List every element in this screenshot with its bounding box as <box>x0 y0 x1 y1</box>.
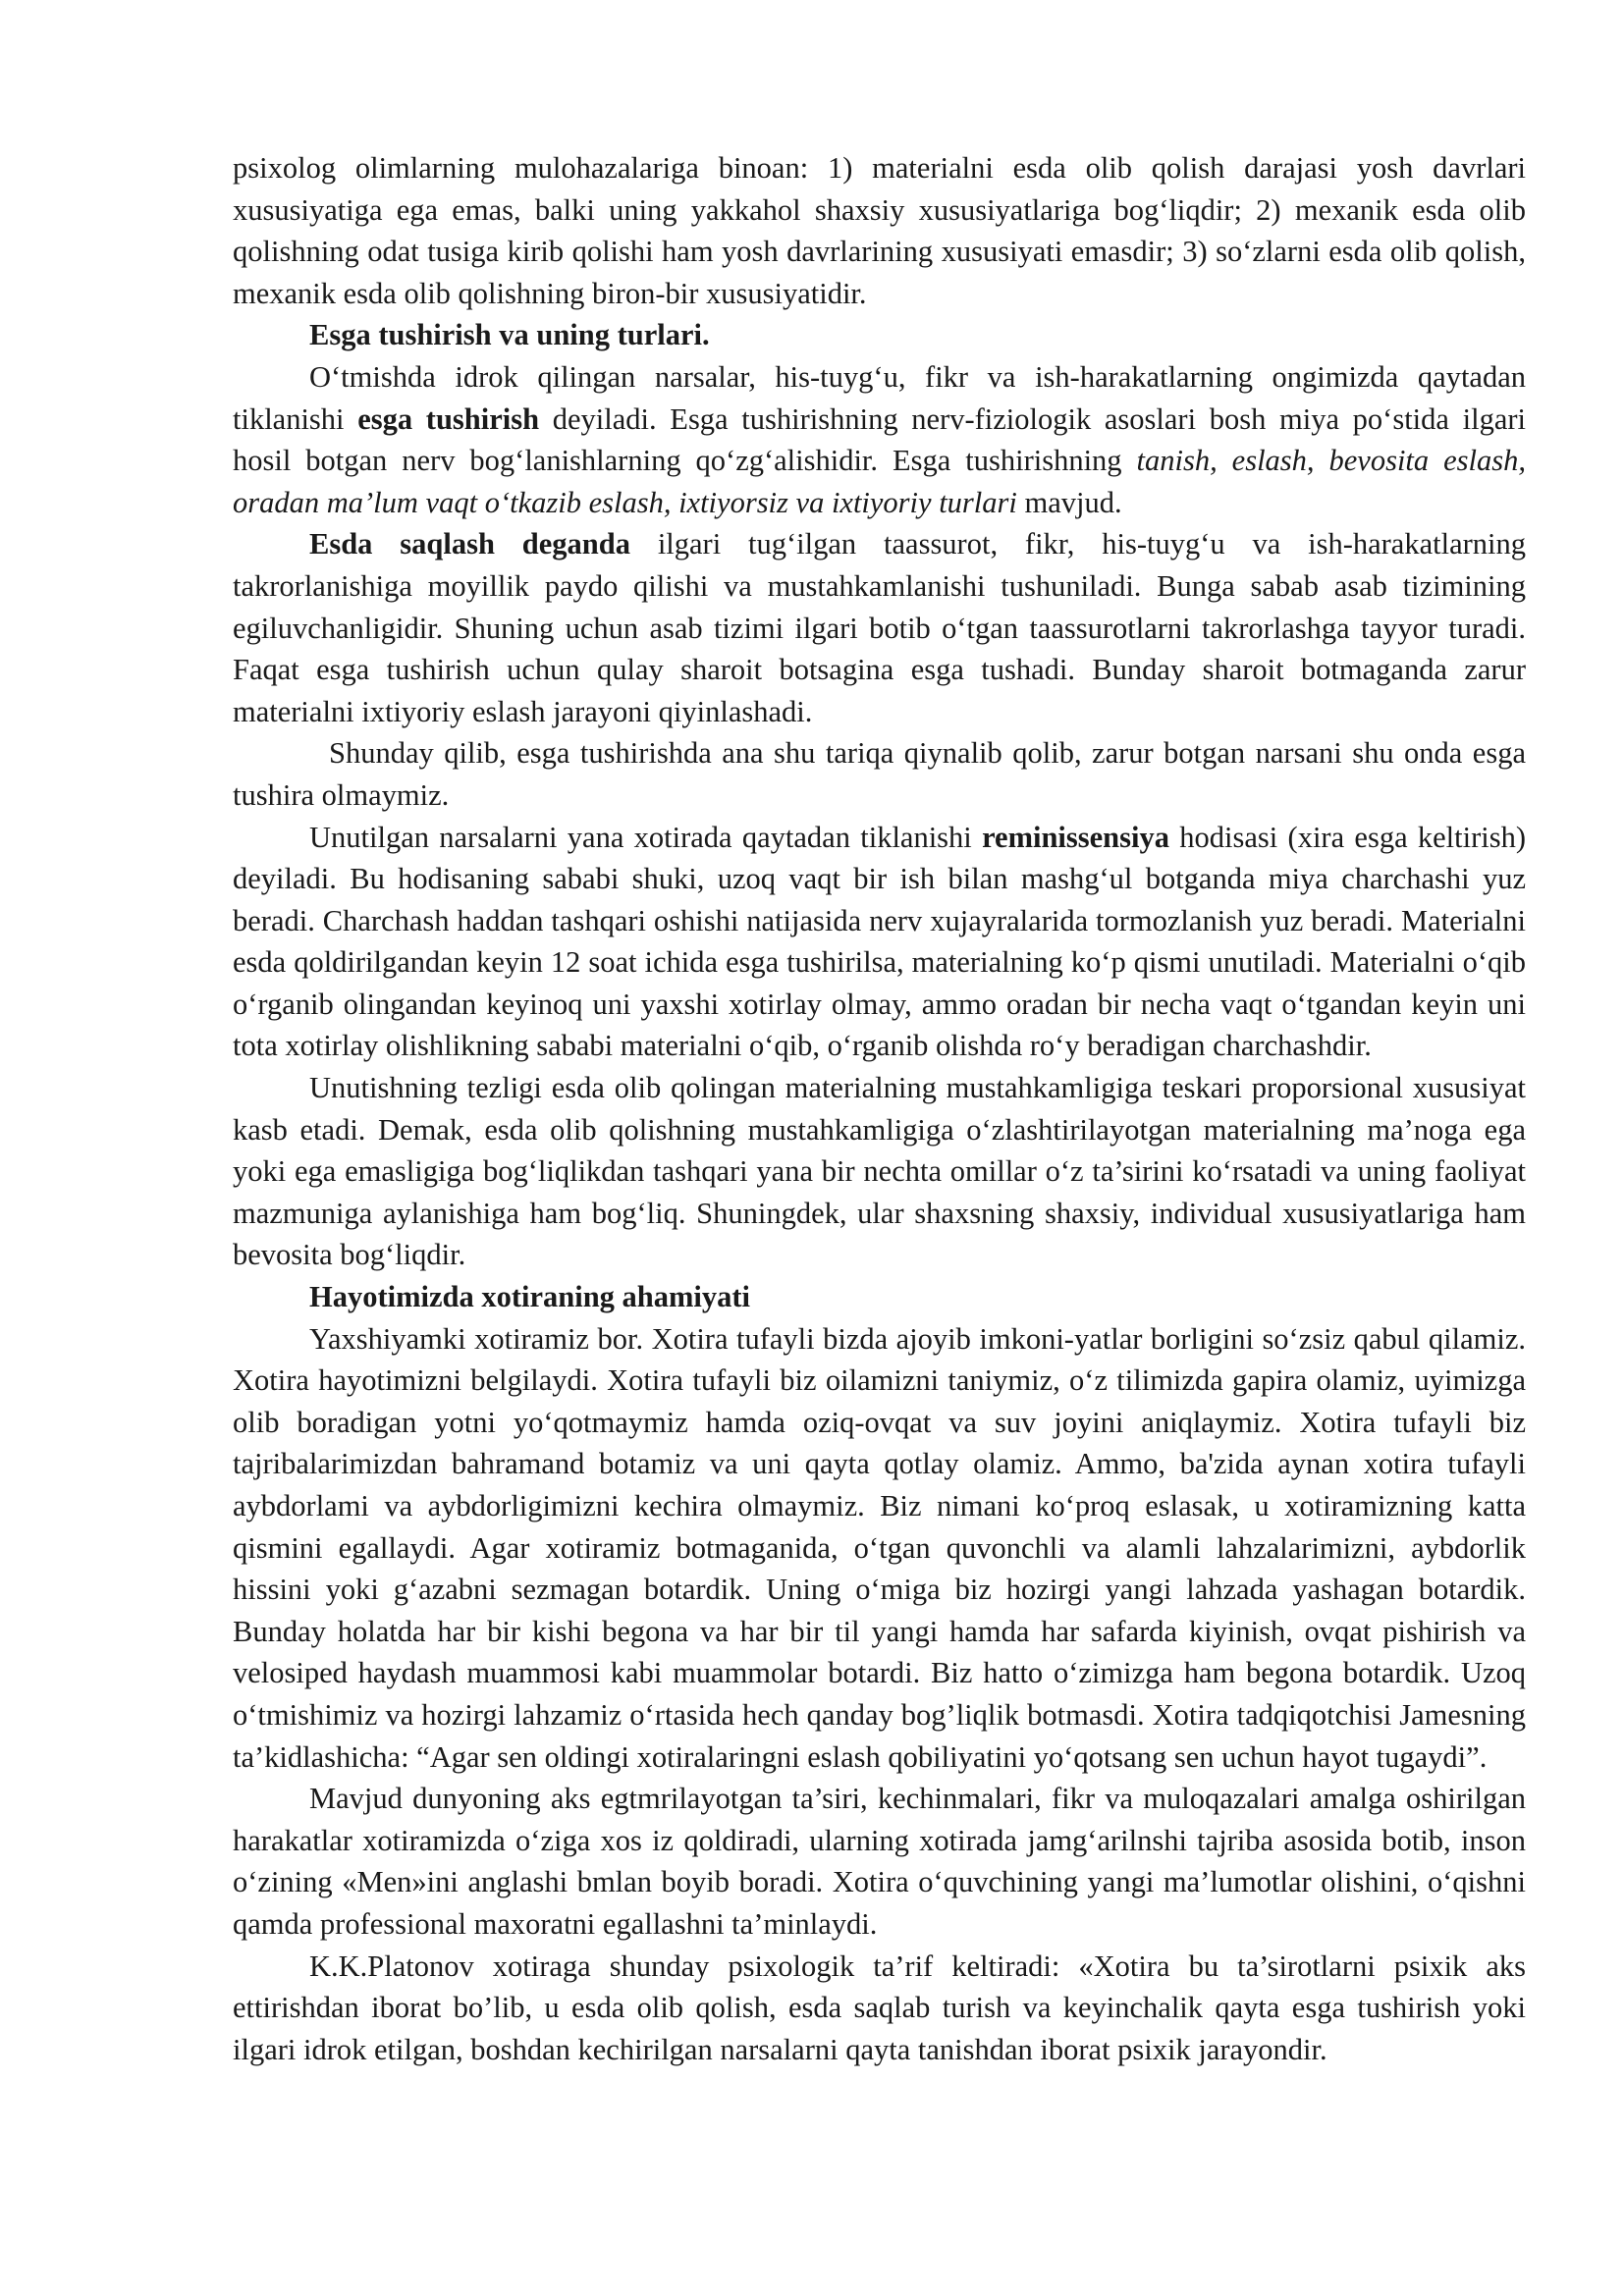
bold-term: esga tushirish <box>357 401 540 436</box>
bold-term: reminissensiya <box>982 820 1169 854</box>
paragraph-text: Shunday qilib, esga tushirishda ana shu tariqa qiynalib qolib, zarur botgan narsani shu onda esga tushira olmaymiz. <box>233 736 1526 812</box>
paragraph-text: O‘tmishda idrok qilingan narsalar, his-tuyg‘u, fikr va ish-harakatlarning ongimizda qaytadan tiklanishi <box>233 359 1526 436</box>
body-paragraph <box>233 1778 1526 1945</box>
paragraph-text: Unutilgan narsalarni yana xotirada qaytadan tiklanishi <box>309 820 983 854</box>
heading-text: Hayotimizda xotiraning ahamiyati <box>309 1280 751 1314</box>
section-heading <box>233 1276 1526 1318</box>
body-paragraph <box>233 732 1526 816</box>
heading-text: Esga tushirish va uning turlari. <box>309 318 710 352</box>
document-page <box>233 147 1526 2070</box>
italic-term: tanish, eslash, bevosita eslash, oradan ma’lum vaqt o‘tkazib eslash, ixtiyorsiz va ixtiyoriy turlari <box>233 444 1526 519</box>
paragraph-text: hodisasi (xira esga keltirish) deyiladi. Bu hodisaning sababi shuki, uzoq vaqt bir ish bilan mashg‘ul botganda miya charchashi yuz beradi. Charchash haddan tashqari oshishi natijasida nerv xujayralarida tormozlanish yuz beradi. Materialni esda qoldirilgandan keyin 12 soat ichida esga tushirilsa, materialning ko‘p qismi unutiladi. Materialni o‘qib o‘rganib olingandan keyinoq uni yaxshi xotirlay olmay, ammo oradan bir necha vaqt o‘tgandan keyin uni tota xotirlay olishlikning sababi materialni o‘qib, o‘rganib olishda ro‘y beradigan charchashdir. <box>233 820 1527 1063</box>
body-paragraph <box>233 147 1526 314</box>
paragraph-text: mavjud. <box>1016 485 1122 519</box>
paragraph-text: Unutishning tezligi esda olib qolingan materialning mustahkamligiga teskari proporsional xususiyat kasb etadi. Demak, esda olib qolishning mustahkamligiga o‘zlashtirilayotgan materialning ma’noga ega yoki ega emasligiga bog‘liqlikdan tashqari yana bir nechta omillar o‘z ta’sirini ko‘rsatadi va uning faoliyat mazmuniga aylanishiga ham bog‘liq. Shuningdek, ular shaxsning shaxsiy, individual xususiyatlariga ham bevosita bog‘liqdir. <box>233 1071 1526 1272</box>
paragraph-text: Yaxshiyamki xotiramiz bor. Xotira tufayli bizda ajoyib imkoni-yatlar borligini so‘zsiz qabul qilamiz. Xotira hayotimizni belgilaydi. Xotira tufayli biz oilamizni taniymiz, o‘z tilimizda gapira olamiz, uyimizga olib boradigan yotni yo‘qotmaymiz hamda oziq-ovqat va suv joyini aniqlaymiz. Xotira tufayli biz tajribalarimizdan bahramand botamiz va uni qayta qotlay olamiz. Ammo, ba'zida aynan xotira tufayli aybdorlami va aybdorligimizni kechira olmaymiz. Biz nimani ko‘proq eslasak, u xotiramizning katta qismini egallaydi. Agar xotiramiz botmaganida, o‘tgan quvonchli va alamli lahzalarimizni, aybdorlik hissini yoki g‘azabni sezmagan botardik. Uning o‘miga biz hozirgi yangi lahzada yashagan botardik. Bunday holatda har bir kishi begona va har bir til yangi hamda har safarda kiyinish, ovqat pishirish va velosiped haydash muammosi kabi muammolar botardi. Biz hatto o‘zimizga ham begona botardik. Uzoq o‘tmishimiz va hozirgi lahzamiz o‘rtasida hech qanday bog’liqlik botmasdi. Xotira tadqiqotchisi Jamesning ta’kidlashicha: “Agar sen oldingi xotiralaringni eslash qobiliyatini yo‘qotsang sen uchun hayot tugaydi”. <box>233 1321 1526 1774</box>
paragraph-text: psixolog olimlarning mulohazalariga binoan: 1) materialni esda olib qolish darajasi yosh davrlari xususiyatiga ega emas, balki uning yakkahol shaxsiy xususiyatlariga bog‘liqdir; 2) mexanik esda olib qolishning odat tusiga kirib qolishi ham yosh davrlarining xususiyati emasdir; 3) so‘zlarni esda olib qolish, mexanik esda olib qolishning biron-bir xususiyatidir. <box>233 151 1526 310</box>
body-paragraph <box>233 523 1526 732</box>
body-paragraph <box>233 1946 1526 2071</box>
section-heading <box>233 314 1526 356</box>
paragraph-text: ilgari tug‘ilgan taassurot, fikr, his-tuyg‘u va ish-harakatlarning takrorlanishiga moyillik paydo qilishi va mustahkamlanishi tushuniladi. Bunga sabab asab tizimining egiluvchanligidir. Shuning uchun asab tizimi ilgari botib o‘tgan taassurotlarni takrorlashga tayyor turadi. Faqat esga tushirish uchun qulay sharoit botsagina esga tushadi. Bunday sharoit botmaganda zarur materialni ixtiyoriy eslash jarayoni qiyinlashadi. <box>233 527 1526 728</box>
paragraph-text: Mavjud dunyoning aks egtmrilayotgan ta’siri, kechinmalari, fikr va muloqazalari amalga oshirilgan harakatlar xotiramizda o‘ziga xos iz qoldiradi, ularning xotirada jamg‘arilnshi tajriba asosida botib, inson o‘zining «Men»ini anglashi bmlan boyib boradi. Xotira o‘quvchining yangi ma’lumotlar olishini, o‘qishni qamda professional maxoratni egallashni ta’minlaydi. <box>233 1782 1526 1941</box>
body-paragraph <box>233 1318 1526 1779</box>
bold-term: Esda saqlash deganda <box>309 527 630 561</box>
paragraph-text: K.K.Platonov xotiraga shunday psixologik ta’rif keltiradi: «Xotira bu ta’sirotlarni psixik aks ettirishdan iborat bo’lib, u esda olib qolish, esda saqlab turish va keyinchalik qayta esga tushirish yoki ilgari idrok etilgan, boshdan kechirilgan narsalarni qayta tanishdan iborat psixik jarayondir. <box>233 1949 1526 2066</box>
paragraph-text: deyiladi. Esga tushirishning nerv-fiziologik asoslari bosh miya po‘stida ilgari hosil botgan nerv bog‘lanishlarning qo‘zg‘alishidir. Esga tushirishning <box>233 401 1526 478</box>
body-paragraph <box>233 1067 1526 1276</box>
body-paragraph <box>233 356 1526 523</box>
body-paragraph <box>233 817 1526 1068</box>
